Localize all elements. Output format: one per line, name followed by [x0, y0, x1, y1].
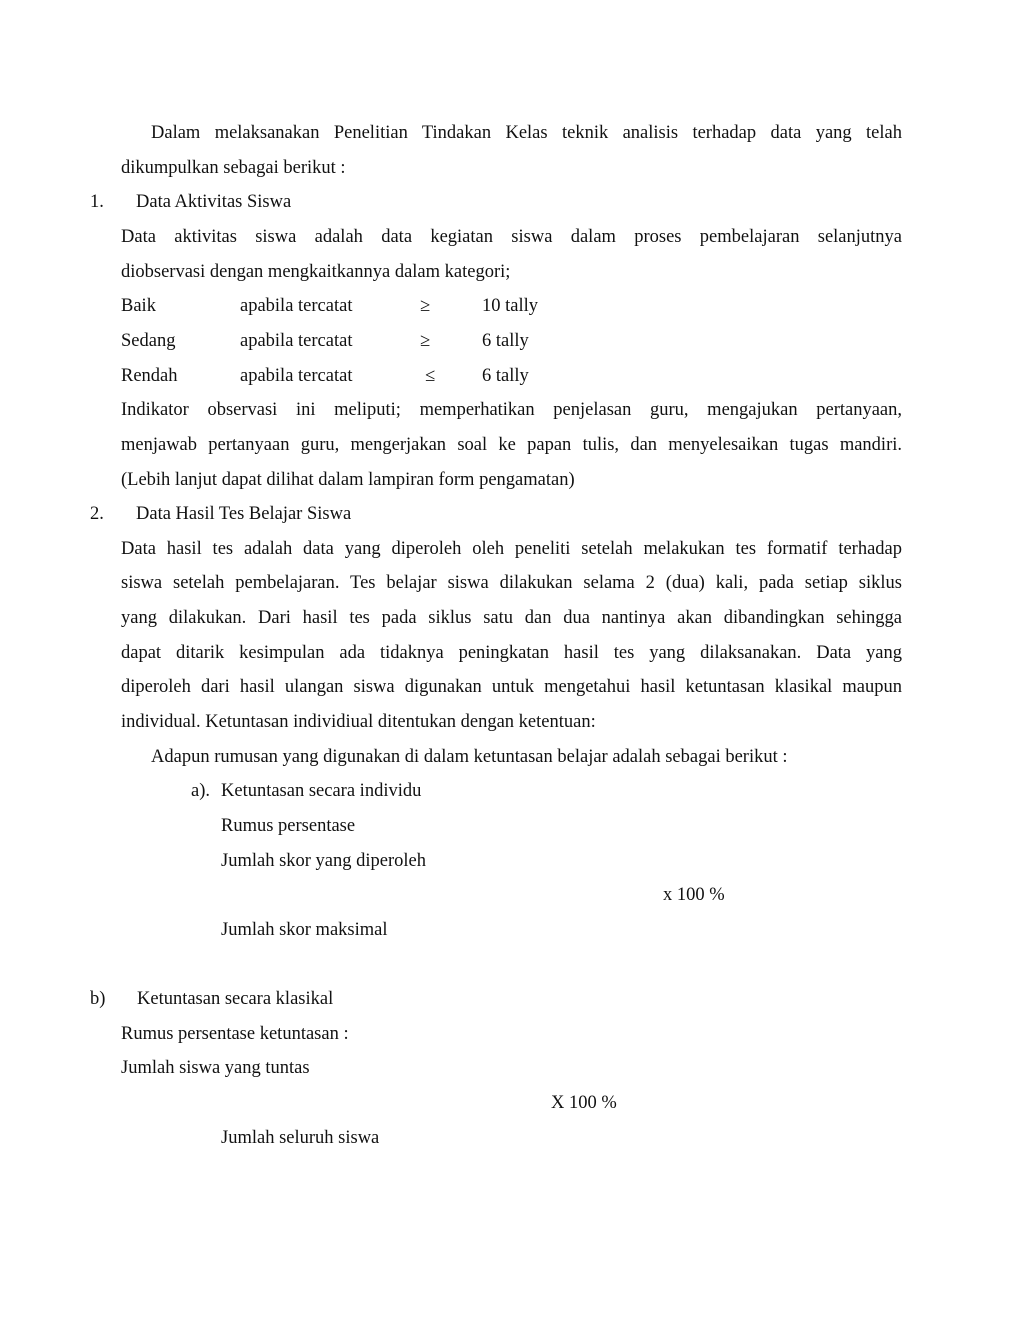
formula-b-label: b)	[90, 989, 106, 1009]
category-name: Sedang	[121, 331, 176, 351]
category-value: 10 tally	[482, 296, 539, 316]
intro-line-2: dikumpulkan sebagai berikut :	[121, 158, 346, 178]
formula-b-numerator: Jumlah siswa yang tuntas	[121, 1058, 310, 1078]
category-value: 6 tally	[482, 366, 529, 386]
category-symbol: ≥	[420, 331, 431, 351]
section-1-desc-line-1: Data aktivitas siswa adalah data kegiatan siswa dalam proses pembelajaran selanjutnya	[121, 227, 902, 247]
formula-a-subtitle: Rumus persentase	[221, 816, 356, 836]
section-2-line-5: diperoleh dari hasil ulangan siswa digunakan untuk mengetahui hasil ketuntasan klasikal maupun	[121, 677, 902, 697]
formula-a-denominator: Jumlah skor maksimal	[221, 920, 388, 940]
section-1-title: Data Aktivitas Siswa	[136, 192, 292, 212]
section-1-number: 1.	[90, 192, 104, 212]
formula-a-numerator: Jumlah skor yang diperoleh	[221, 851, 426, 871]
formula-a-label: a).	[191, 781, 210, 801]
indicator-line-2: menjawab pertanyaan guru, mengerjakan soal ke papan tulis, dan menyelesaikan tugas mandiri.	[121, 435, 902, 455]
formula-b-title: Ketuntasan secara klasikal	[137, 989, 334, 1009]
category-condition: apabila tercatat	[240, 296, 353, 316]
formula-b-denominator: Jumlah seluruh siswa	[221, 1128, 380, 1148]
section-2-line-4: dapat ditarik kesimpulan ada tidaknya peningkatan hasil tes yang dilaksanakan. Data yang	[121, 643, 902, 663]
section-2-last-line: individual. Ketuntasan individiual ditentukan dengan ketentuan:	[121, 712, 596, 732]
indicator-line-3: (Lebih lanjut dapat dilihat dalam lampiran form pengamatan)	[121, 470, 575, 490]
section-2-line-3: yang dilakukan. Dari hasil tes pada siklus satu dan dua nantinya akan dibandingkan sehingga	[121, 608, 902, 628]
category-symbol: ≤	[425, 366, 436, 386]
formula-intro: Adapun rumusan yang digunakan di dalam ketuntasan belajar adalah sebagai berikut :	[151, 747, 788, 767]
formula-b-multiplier: X 100 %	[551, 1093, 617, 1113]
category-condition: apabila tercatat	[240, 366, 353, 386]
formula-b-subtitle: Rumus persentase ketuntasan :	[121, 1024, 349, 1044]
category-name: Baik	[121, 296, 156, 316]
section-1-desc-line-2: diobservasi dengan mengkaitkannya dalam kategori;	[121, 262, 511, 282]
intro-line-1: Dalam melaksanakan Penelitian Tindakan Kelas teknik analisis terhadap data yang telah	[151, 123, 902, 143]
section-2-line-2: siswa setelah pembelajaran. Tes belajar siswa dilakukan selama 2 (dua) kali, pada setiap siklus	[121, 573, 902, 593]
section-2-number: 2.	[90, 504, 104, 524]
category-value: 6 tally	[482, 331, 529, 351]
section-2-title: Data Hasil Tes Belajar Siswa	[136, 504, 352, 524]
section-2-line-1: Data hasil tes adalah data yang diperoleh oleh peneliti setelah melakukan tes formatif terhadap	[121, 539, 902, 559]
category-symbol: ≥	[420, 296, 431, 316]
category-condition: apabila tercatat	[240, 331, 353, 351]
category-name: Rendah	[121, 366, 178, 386]
indicator-line-1: Indikator observasi ini meliputi; memperhatikan penjelasan guru, mengajukan pertanyaan,	[121, 400, 902, 420]
formula-a-multiplier: x 100 %	[663, 885, 725, 905]
formula-a-title: Ketuntasan secara individu	[221, 781, 422, 801]
